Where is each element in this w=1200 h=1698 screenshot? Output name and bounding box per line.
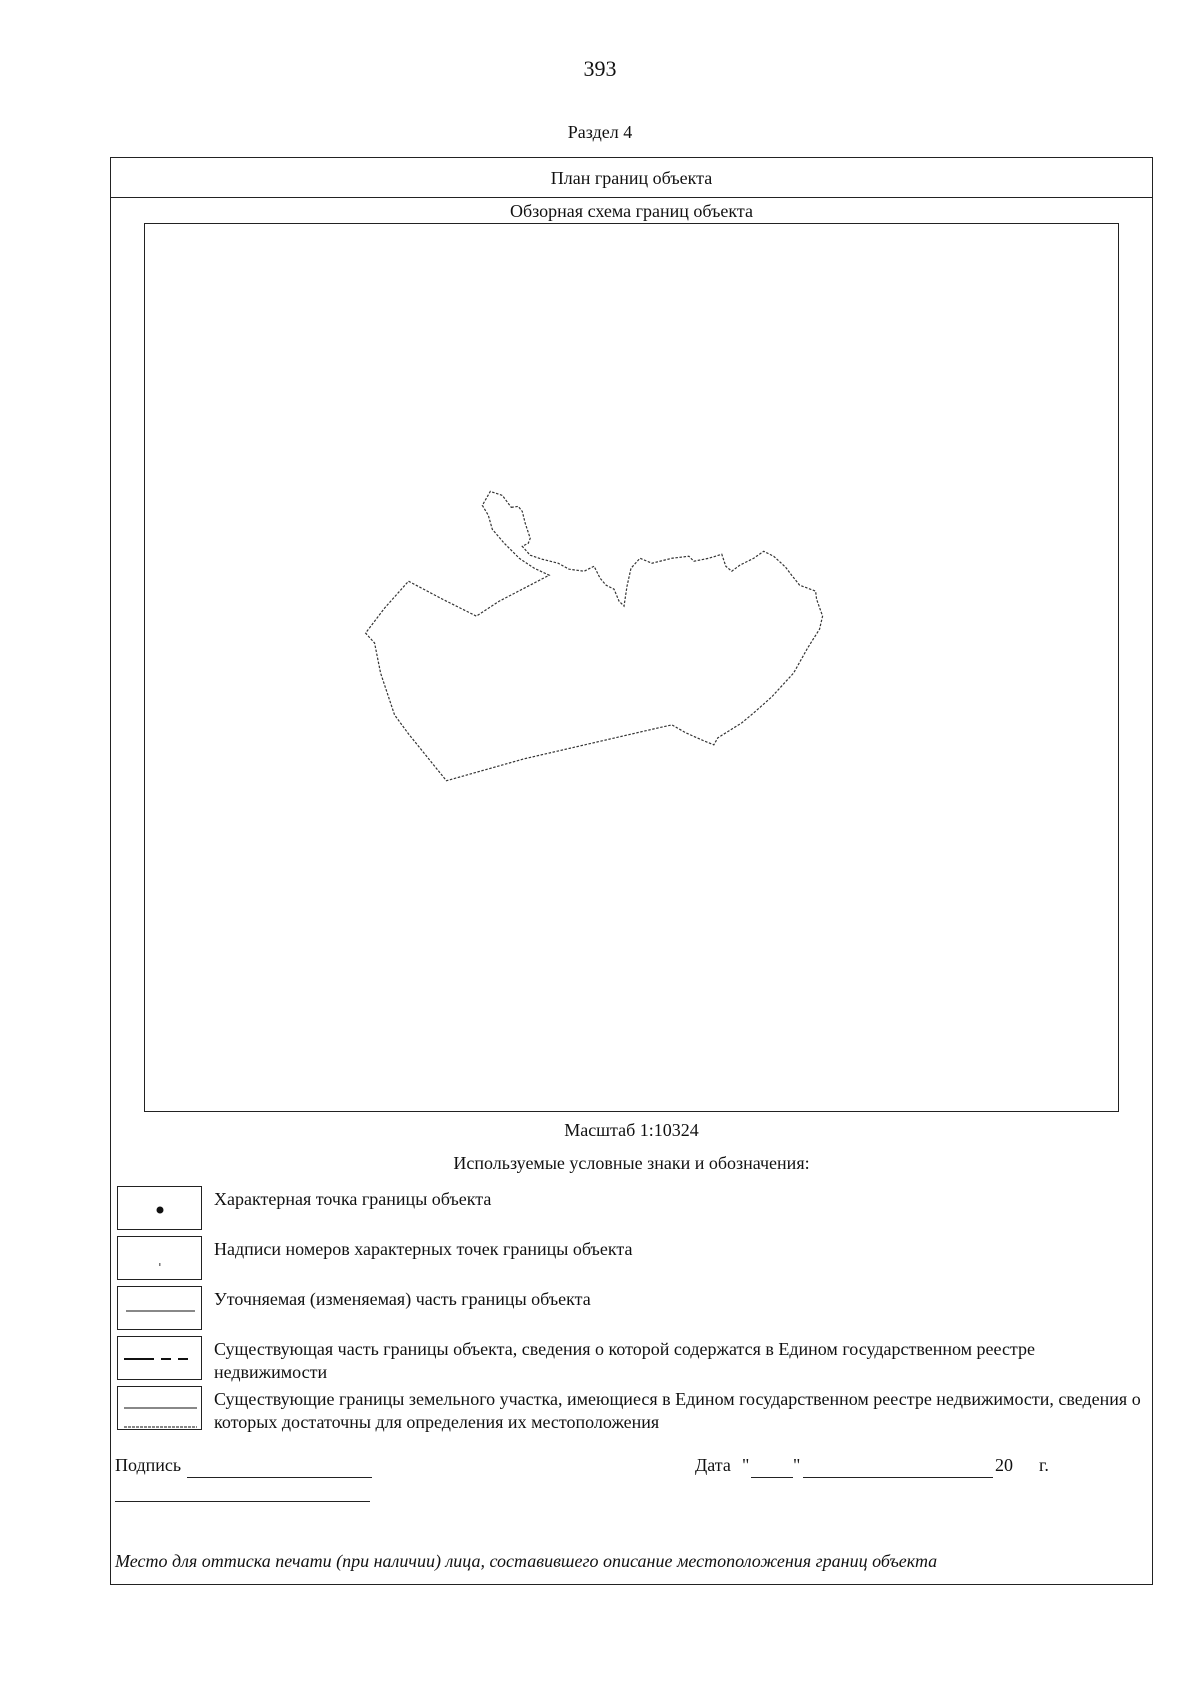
signature-line <box>187 1477 372 1478</box>
overview-map <box>144 223 1119 1112</box>
scale-text: Масштаб 1:10324 <box>564 1120 699 1140</box>
date-year-suffix: г. <box>1039 1455 1049 1475</box>
legend-text: Существующие границы земельного участка, имеющиеся в Едином государственном реестре недвижимости, сведения о которых достаточны для определения их местоположения <box>214 1389 1141 1432</box>
object-boundary <box>366 491 823 780</box>
date-label: Дата <box>695 1455 731 1475</box>
legend-symbol-solid-line <box>117 1286 202 1330</box>
plan-title: План границ объекта <box>111 158 1152 198</box>
seal-note: Место для оттиска печати (при наличии) лица, составившего описание местоположения границ объекта <box>115 1551 938 1571</box>
date-quote-close: " <box>793 1455 801 1475</box>
section-title: Раздел 4 <box>567 122 633 142</box>
scheme-title: Обзорная схема границ объекта <box>510 201 753 221</box>
legend-symbol-dash-line <box>117 1336 202 1380</box>
date-year-prefix: 20 <box>995 1455 1013 1475</box>
boundary-map-svg <box>145 224 1118 1111</box>
date-day-line <box>751 1477 793 1478</box>
legend-symbol-dot <box>117 1186 202 1230</box>
name-line <box>115 1501 370 1502</box>
date-month-line <box>803 1477 993 1478</box>
legend-text: Характерная точка границы объекта <box>214 1189 492 1209</box>
legend-title: Используемые условные знаки и обозначения: <box>453 1153 810 1173</box>
date-quote-open: " <box>742 1455 750 1475</box>
legend-symbol-label <box>117 1236 202 1280</box>
page-number: 393 <box>583 56 617 81</box>
signature-label: Подпись <box>115 1455 182 1475</box>
legend-text: Надписи номеров характерных точек границы объекта <box>214 1239 633 1259</box>
plan-frame <box>110 157 1153 1585</box>
legend-text: Уточняемая (изменяемая) часть границы объекта <box>214 1289 591 1309</box>
legend-text: Существующая часть границы объекта, сведения о которой содержатся в Едином государственном реестре недвижимости <box>214 1339 1036 1382</box>
legend-symbol-double-line <box>117 1386 202 1430</box>
signature-row <box>115 1455 1150 1485</box>
